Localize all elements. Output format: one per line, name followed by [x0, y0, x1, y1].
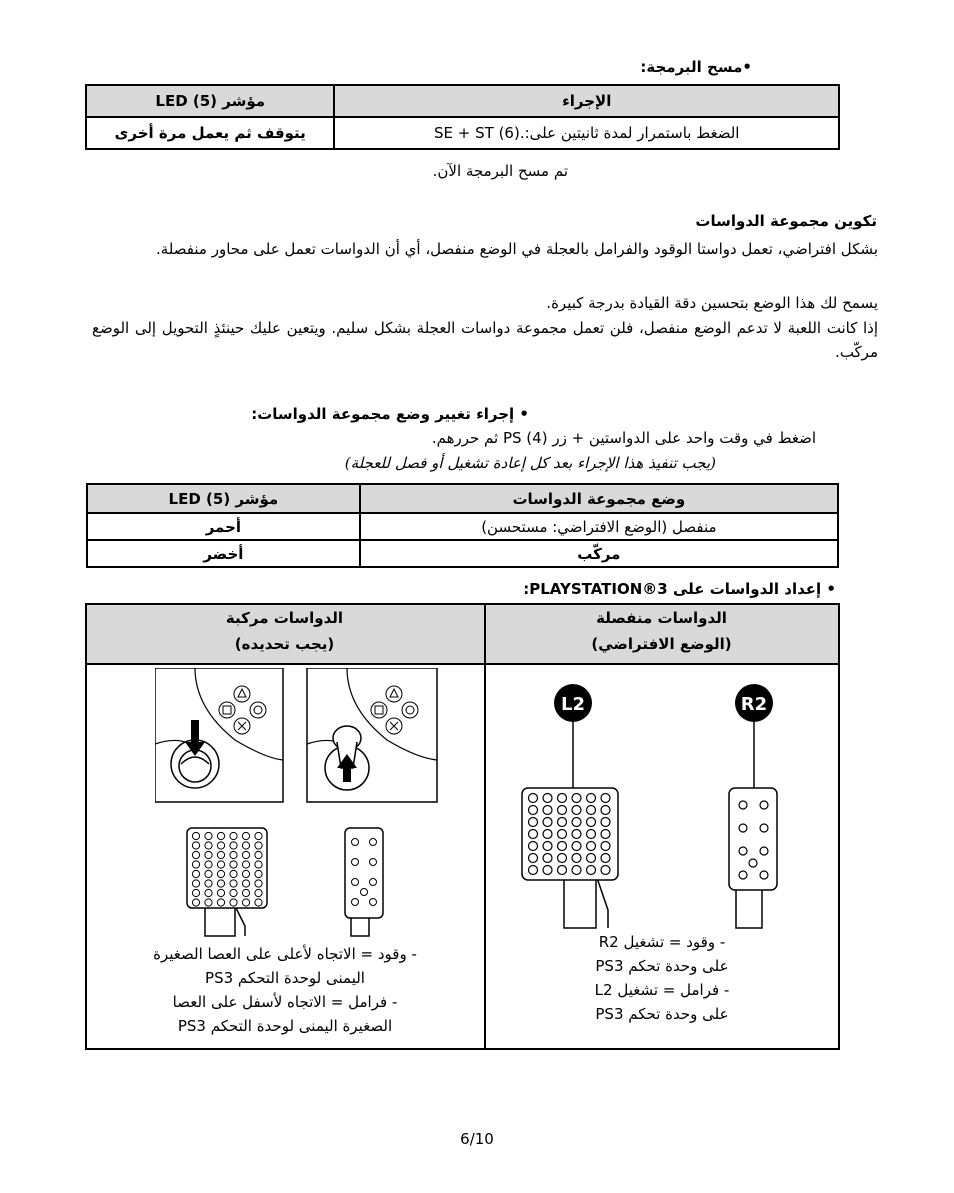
paragraph-default-mode: بشكل افتراضي، تعمل دواستا الوقود والفرامل بالعجلة في الوضع منفصل، أي أن الدواسات تعمل على محاور منفصلة.	[156, 240, 878, 258]
combined-line-brake: - فرامل = الاتجاه لأسفل على العصا	[172, 993, 398, 1011]
col-separate-sub: (الوضع الافتراضي)	[591, 635, 732, 653]
separate-line-gas: - وقود = تشغيل R2	[598, 933, 726, 951]
combined-caption	[88, 942, 482, 1038]
gas-pedal-icon	[729, 788, 777, 928]
paragraph-precision: يسمح لك هذا الوضع بتحسين دقة القيادة بدرجة كبيرة.	[546, 294, 878, 312]
brake-pedal-combined-icon	[187, 828, 267, 936]
separate-caption	[486, 930, 838, 1026]
mode-header-led: مؤشر LED (5)	[87, 484, 360, 513]
mode-row-combined-led: أخضر	[87, 540, 360, 567]
heading-ps3-setup: • إعداد الدواسات على PLAYSTATION®3:	[523, 580, 836, 598]
mode-row-separate: منفصل (الوضع الافتراضي: مستحسن)	[360, 513, 838, 540]
erase-cell-action: الضغط باستمرار لمدة ثانيتين على:.(6) SE + ST	[334, 117, 839, 149]
page-number: 6/10	[460, 1130, 494, 1148]
combined-line-gas-ps3: اليمنى لوحدة التحكم PS3	[205, 969, 365, 987]
r2-badge	[735, 684, 773, 722]
heading-change-mode: • إجراء تغيير وضع مجموعة الدواسات:	[251, 405, 529, 423]
note-change-mode: (يجب تنفيذ هذا الإجراء بعد كل إعادة تشغيل أو فصل للعجلة)	[344, 454, 716, 472]
separate-line-brake-ps3: على وحدة تحكم PS3	[595, 1005, 729, 1023]
erase-cell-led: يتوقف ثم يعمل مرة أخرى	[86, 117, 334, 149]
brake-pedal-icon	[522, 788, 618, 928]
svg-text:L2: L2	[561, 694, 585, 715]
erase-header-action: الإجراء	[334, 85, 839, 117]
combined-controller-illustration	[155, 668, 439, 804]
l2-badge	[554, 684, 592, 722]
instruction-change-mode: اضغط في وقت واحد على الدواستين + زر PS (4) ثم حررهم.	[431, 429, 816, 447]
gas-pedal-combined-icon	[345, 828, 383, 936]
col-separate-title: الدواسات منفصلة	[596, 609, 727, 627]
heading-erase-programming: •مسح البرمجة:	[640, 58, 752, 76]
mode-row-separate-led: أحمر	[87, 513, 360, 540]
col-combined-title: الدواسات مركبة	[225, 609, 344, 627]
pedal-mode-table	[86, 483, 839, 568]
mode-header-mode: وضع مجموعة الدواسات	[360, 484, 838, 513]
erase-table	[85, 84, 840, 150]
separate-pedals-illustration	[486, 670, 838, 932]
mode-row-combined: مركّب	[360, 540, 838, 567]
combined-line-brake-ps3: الصغيرة اليمنى لوحدة التحكم PS3	[177, 1017, 393, 1035]
svg-text:R2: R2	[740, 694, 768, 715]
combined-pedals-illustration	[185, 826, 405, 938]
combined-line-gas: - وقود = الاتجاه لأعلى على العصا الصغيرة	[153, 945, 417, 963]
separate-line-gas-ps3: على وحدة تحكم PS3	[595, 957, 729, 975]
separate-line-brake: - فرامل = تشغيل L2	[594, 981, 730, 999]
heading-pedal-config: تكوين مجموعة الدواسات	[695, 212, 877, 230]
paragraph-compatibility: إذا كانت اللعبة لا تدعم الوضع منفصل، فلن تعمل مجموعة دواسات العجلة بشكل سليم. ويتعين عليك حينئذٍ التحويل إلى الوضع مركّب.	[92, 319, 878, 361]
erase-note: تم مسح البرمجة الآن.	[432, 162, 568, 180]
col-combined-sub: (يجب تحديده)	[234, 635, 335, 653]
stick-up-panel	[307, 668, 437, 802]
erase-header-led: مؤشر LED (5)	[86, 85, 334, 117]
stick-down-panel	[155, 668, 283, 802]
